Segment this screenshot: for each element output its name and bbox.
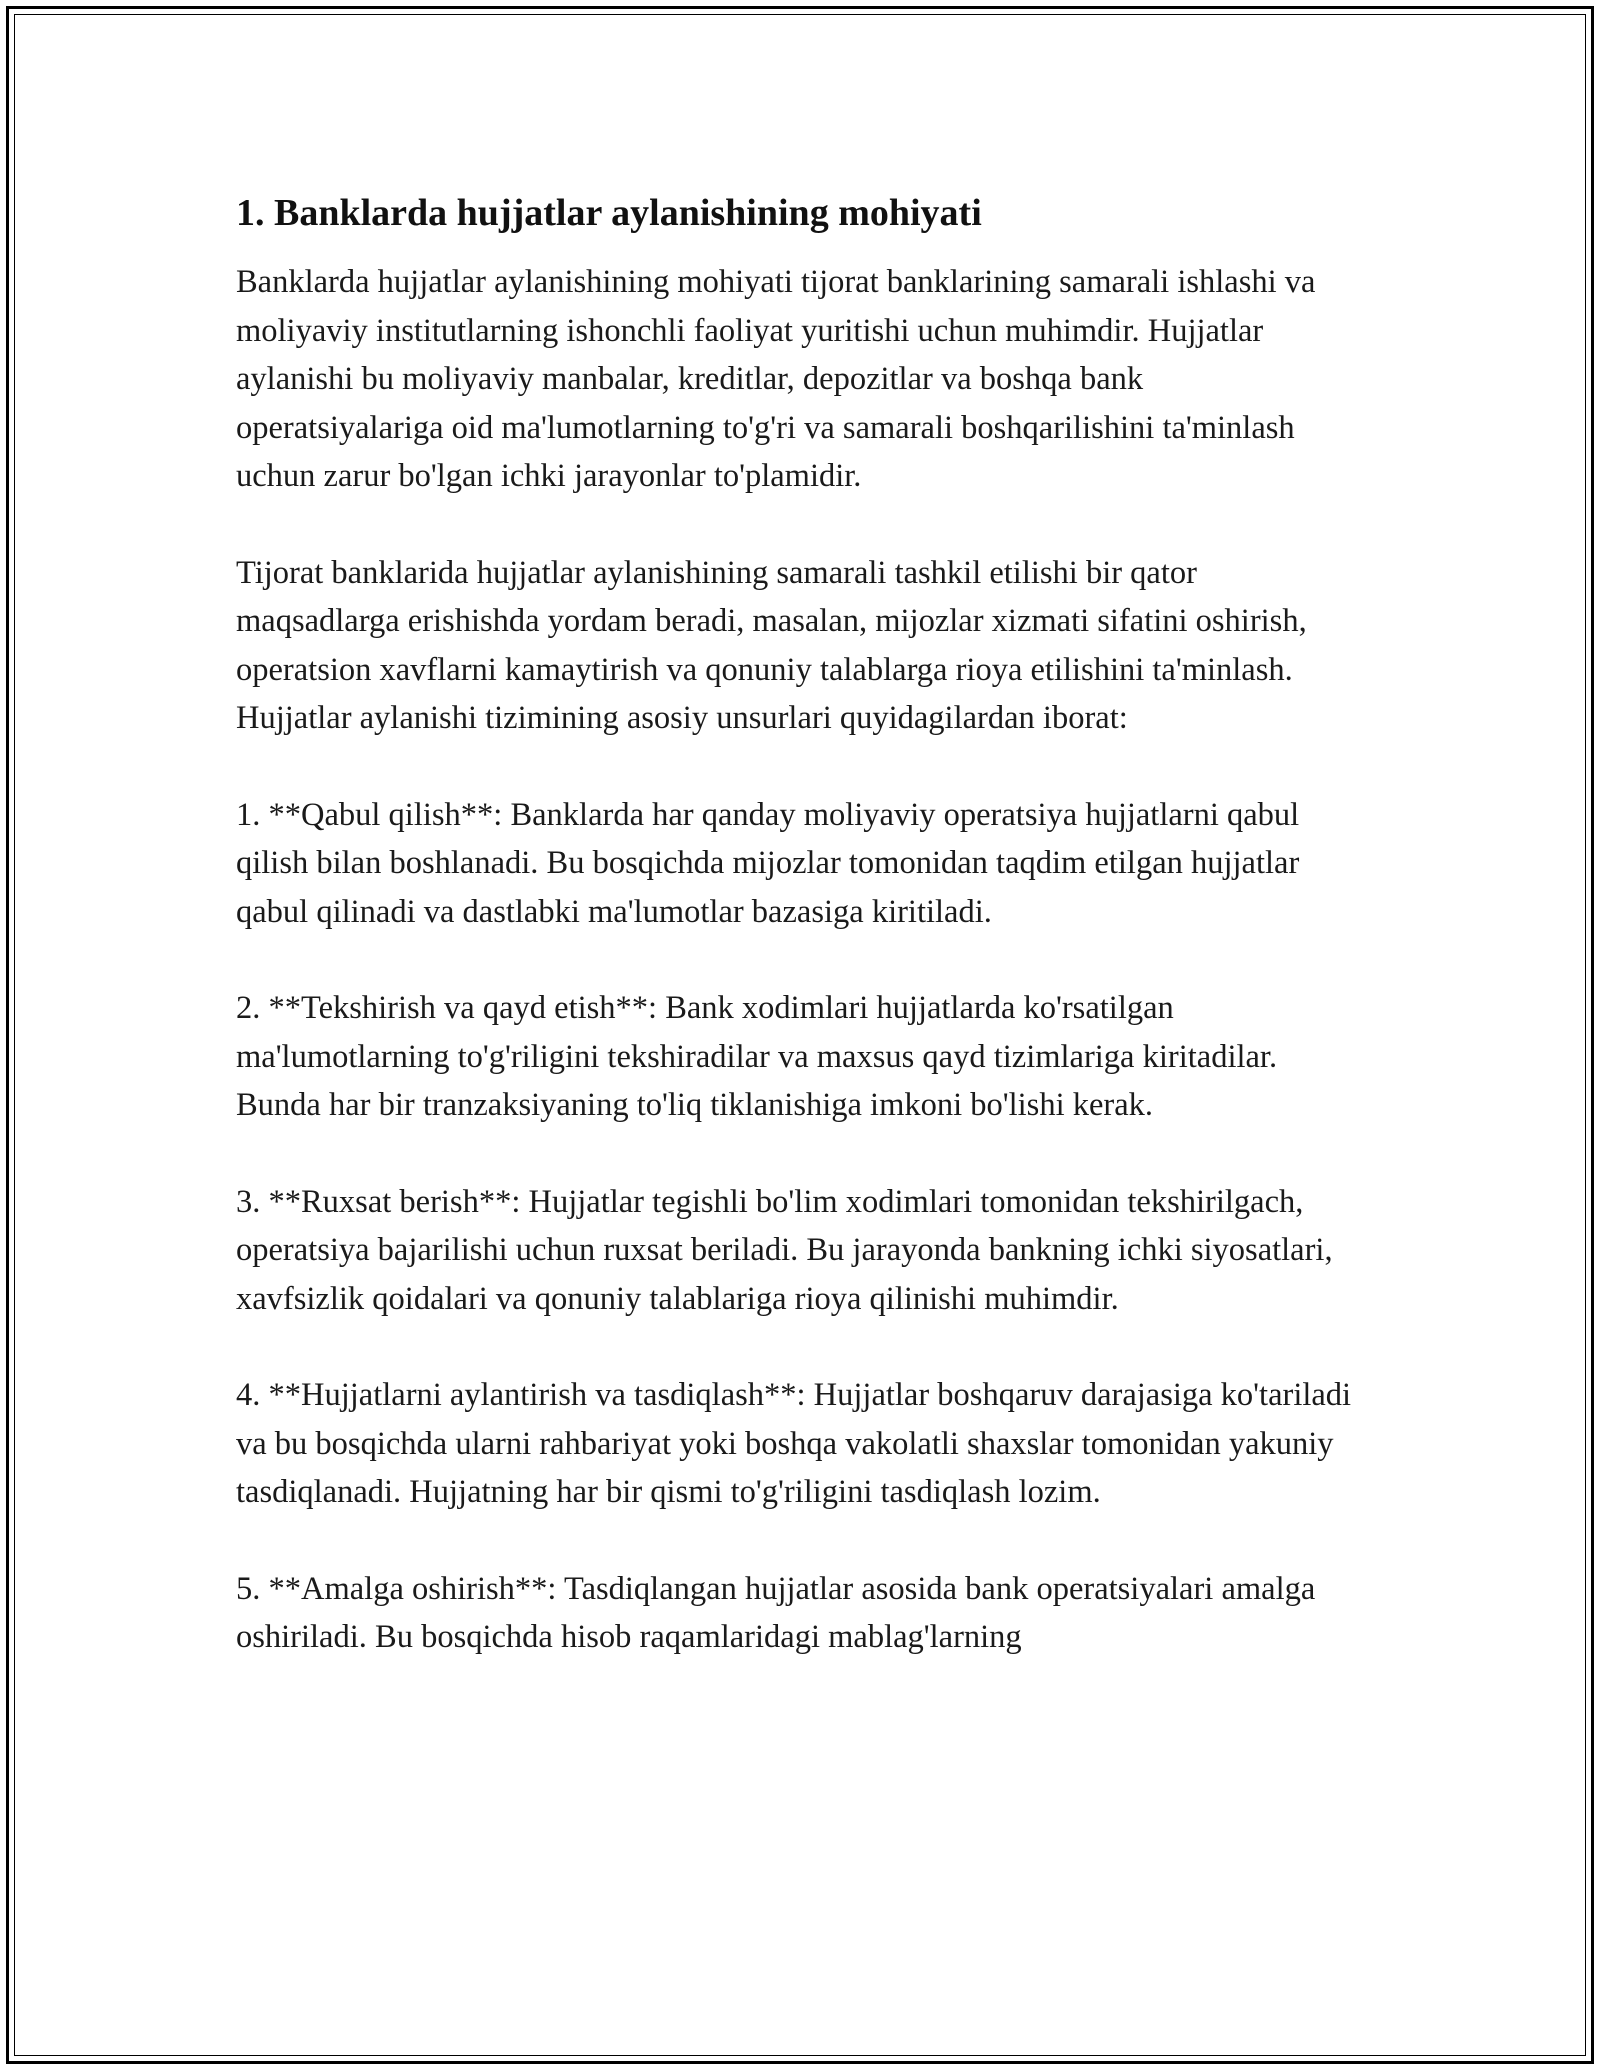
list-item-verification: 2. **Tekshirish va qayd etish**: Bank xodimlari hujjatlarda ko'rsatilgan ma'lumotlarning to'g'riligini tekshiradilar va maxsus qayd tizimlariga kiritadilar. Bunda har bir tranzaksiyaning to'liq tiklanishiga imkoni bo'lishi kerak. (236, 990, 1278, 1123)
section-title: 1. Banklarda hujjatlar aylanishining mohiyati (236, 192, 982, 234)
list-item-authorization: 3. **Ruxsat berish**: Hujjatlar tegishli bo'lim xodimlari tomonidan tekshirilgach, operatsiya bajarilishi uchun ruxsat beriladi. Bu jarayonda bankning ichki siyosatlari, xavfsizlik qoidalari va qonuniy talablariga rioya qilinishi muhimdir. (236, 1183, 1333, 1317)
list-item-receiving: 1. **Qabul qilish**: Banklarda har qanday moliyaviy operatsiya hujjatlarni qabul qilish bilan boshlanadi. Bu bosqichda mijozlar tomonidan taqdim etilgan hujjatlar qabul qilinadi va dastlabki ma'lumotlar bazasiga kiritiladi. (236, 796, 1300, 930)
list-item-execution: 5. **Amalga oshirish**: Tasdiqlangan hujjatlar asosida bank operatsiyalari amalga oshiriladi. Bu bosqichda hisob raqamlaridagi mablag'larning (236, 1570, 1316, 1655)
paragraph-intro: Banklarda hujjatlar aylanishining mohiyati tijorat banklarining samarali ishlashi va moliyaviy institutlarning ishonchli faoliyat yuritishi uchun muhimdir. Hujjatlar aylanishi bu moliyaviy manbalar, kreditlar, depozitlar va boshqa bank operatsiyalariga oid ma'lumotlarning to'g'ri va samarali boshqarilishini ta'minlash uchun zarur bo'lgan ichki jarayonlar to'plamidir. (236, 264, 1316, 494)
paragraph-goals: Tijorat banklarida hujjatlar aylanishining samarali tashkil etilishi bir qator maqsadlarga erishishda yordam beradi, masalan, mijozlar xizmati sifatini oshirish, operatsion xavflarni kamaytirish va qonuniy talablarga rioya etilishini ta'minlash. Hujjatlar aylanishi tizimining asosiy unsurlari quyidagilardan iborat: (236, 554, 1307, 736)
document-body (236, 188, 1356, 1710)
list-item-approval: 4. **Hujjatlarni aylantirish va tasdiqlash**: Hujjatlar boshqaruv darajasiga ko'tariladi va bu bosqichda ularni rahbariyat yoki boshqa vakolatli shaxslar tomonidan yakuniy tasdiqlanadi. Hujjatning har bir qismi to'g'riligini tasdiqlash lozim. (236, 1377, 1352, 1510)
